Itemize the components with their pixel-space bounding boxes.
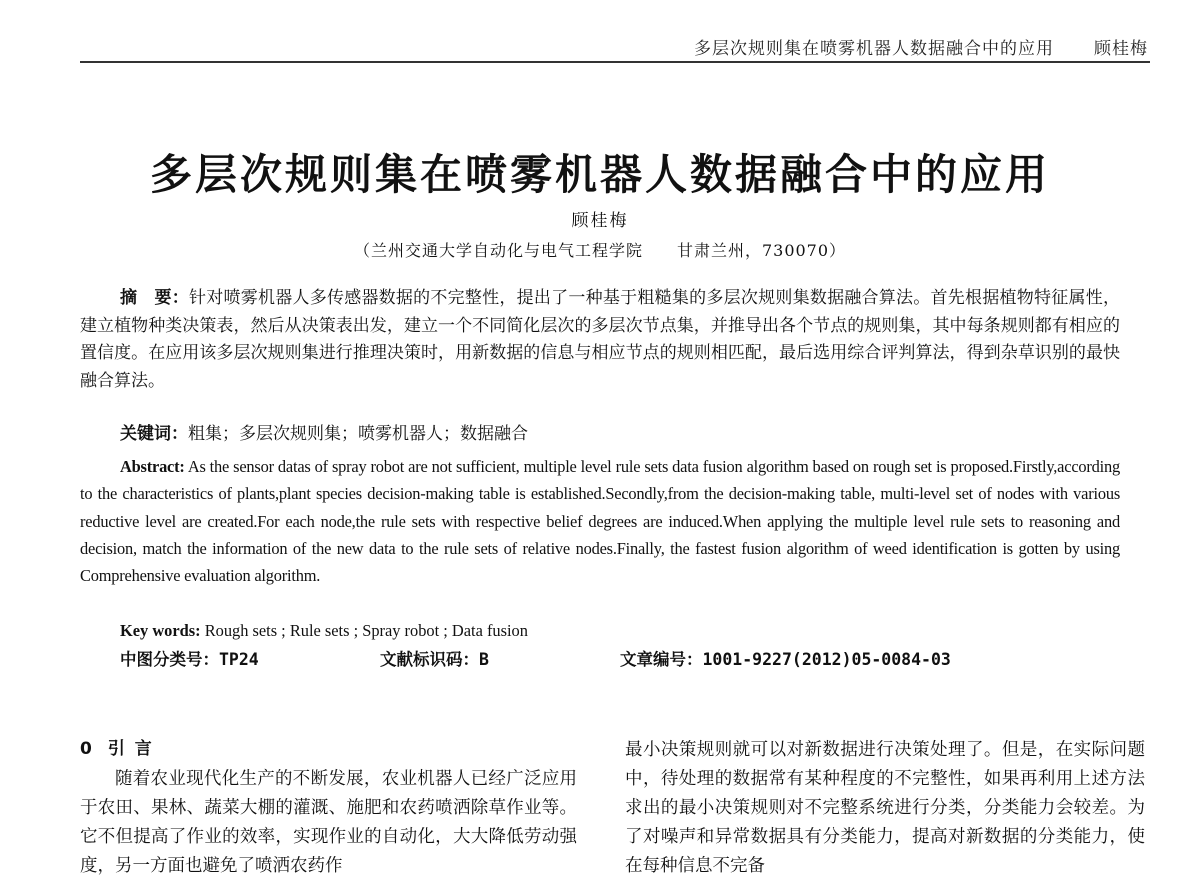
header-rule	[80, 61, 1150, 63]
running-head	[694, 34, 1148, 59]
keywords-en-label: Key words:	[120, 621, 201, 640]
keywords-en-text: Rough sets ; Rule sets ; Spray robot ; Data fusion	[204, 621, 528, 640]
paper-title: 多层次规则集在喷雾机器人数据融合中的应用	[149, 150, 1050, 199]
body-paragraph-left: 随着农业现代化生产的不断发展，农业机器人已经广泛应用于农田、果林、蔬菜大棚的灌溉、施肥和农药喷洒除草作业等。它不但提高了作业的效率，实现作业的自动化，大大降低劳动强度，另一方面也避免了喷洒农药作	[80, 769, 577, 876]
abstract-english	[80, 453, 1120, 589]
affiliation-city: 甘肃兰州，730070）	[676, 241, 847, 260]
document-code: 文献标识码：B	[380, 650, 489, 669]
keywords-chinese	[80, 421, 1120, 449]
section-title: 引 言	[107, 739, 154, 759]
keywords-cn-text: 粗集；多层次规则集；喷雾机器人；数据融合	[188, 424, 528, 444]
article-number: 文章编号：1001-9227(2012)05-0084-03	[620, 650, 951, 669]
body-paragraph-right: 最小决策规则就可以对新数据进行决策处理了。但是，在实际问题中，待处理的数据常有某种程度的不完整性，如果再利用上述方法求出的最小决策规则对不完整系统进行分类，分类能力会较差。为了对噪声和异常数据具有分类能力，提高对新数据的分类能力，使在每种信息不完备	[625, 740, 1145, 876]
section-number: 0	[80, 739, 94, 759]
affiliation	[0, 238, 1200, 261]
abstract-en-text: As the sensor datas of spray robot are not sufficient, multiple level rule sets data fusion algorithm based on rough set is proposed.Firstly,according to the characteristics of plants,plant species decision-making table is established.Secondly,from the decision-making table, multi-level set of nodes with various reductive level are created.For each node,the rule sets with respective belief degrees are induced.When applying the multiple level rule sets to reasoning and decision, match the information of the new data to the rule sets of relative nodes.Finally, the fastest fusion algorithm of weed identification is gotten by using Comprehensive evaluation algorithm.	[80, 457, 1120, 586]
clc-number: 中图分类号：TP24	[120, 650, 259, 669]
keywords-english	[80, 617, 1120, 645]
running-head-author: 顾桂梅	[1094, 39, 1148, 59]
body-column-right	[625, 736, 1145, 881]
affiliation-institution: （兰州交通大学自动化与电气工程学院	[353, 241, 643, 260]
abstract-cn-label: 摘 要：	[120, 288, 189, 308]
section-heading	[80, 736, 577, 762]
keywords-cn-label: 关键词：	[120, 424, 188, 444]
author-name: 顾桂梅	[571, 211, 629, 231]
abstract-chinese	[80, 285, 1120, 395]
body-column-left	[80, 736, 577, 881]
abstract-cn-text: 针对喷雾机器人多传感器数据的不完整性，提出了一种基于粗糙集的多层次规则集数据融合算法。首先根据植物特征属性，建立植物种类决策表，然后从决策表出发，建立一个不同简化层次的多层次节点集，并推导出各个节点的规则集，其中每条规则都有相应的置信度。在应用该多层次规则集进行推理决策时，用新数据的信息与相应节点的规则相匹配，最后选用综合评判算法，得到杂草识别的最快融合算法。	[80, 288, 1120, 391]
running-head-title: 多层次规则集在喷雾机器人数据融合中的应用	[694, 39, 1054, 59]
abstract-en-label: Abstract:	[120, 457, 185, 476]
